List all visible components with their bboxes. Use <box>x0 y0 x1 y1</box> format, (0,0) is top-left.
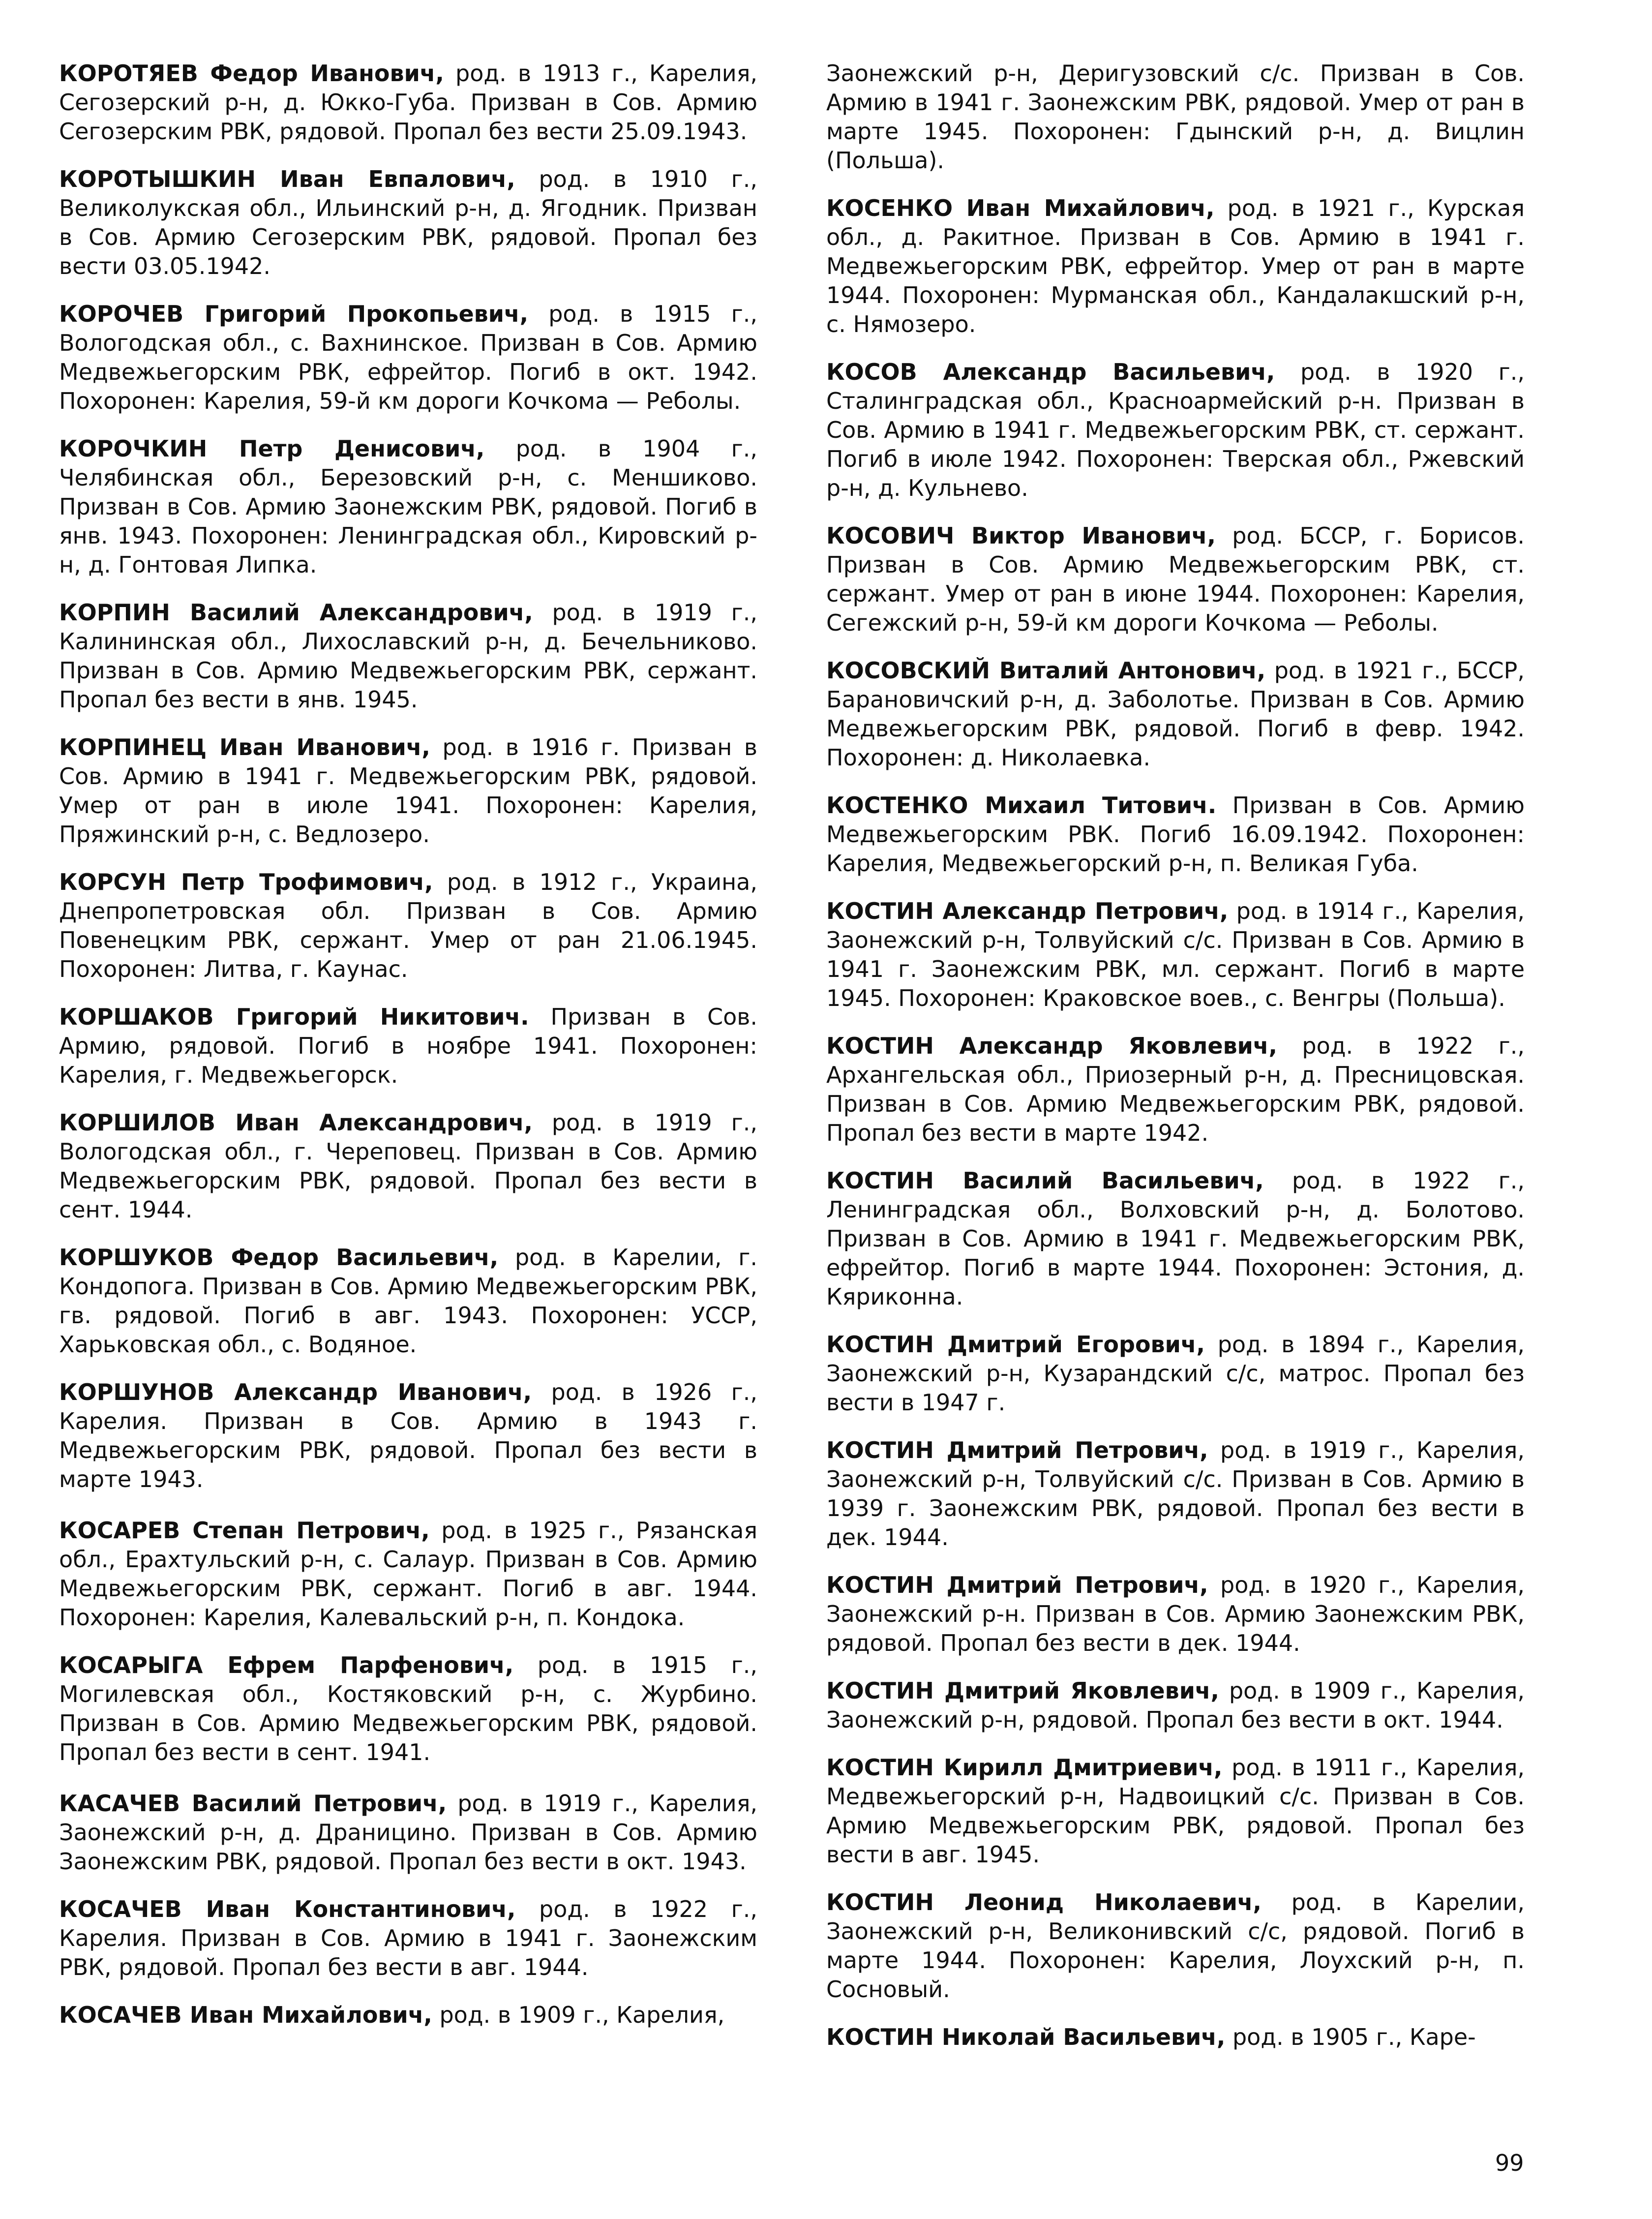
entry-text: род. в 1904 г., Челябинская обл., Березовский р-н, с. Меншиково. Призван в Сов. Армию Заонежским РВК, рядовой. Погиб в янв. 1943. Похоронен: Ленинградская обл., Кировский р-н, д. Гонтовая Липка. <box>59 435 757 578</box>
entry-name: КОРОЧЕВ Григорий Прокопьевич, <box>59 301 529 327</box>
entry-text: род. в 1894 г., Карелия, Заонежский р-н, Кузарандский с/с, матрос. Пропал без вести в 1947 г. <box>826 1331 1525 1416</box>
entry-name: КОСТИН Дмитрий Егорович, <box>826 1331 1205 1358</box>
list-item <box>826 194 1525 339</box>
entry-name: КОРШИЛОВ Иван Александрович, <box>59 1109 533 1136</box>
list-item <box>59 434 757 579</box>
entry-text: род. в 1919 г., Карелия, Заонежский р-н, Толвуйский с/с. Призван в Сов. Армию в 1939 г. Заонежским РВК, рядовой. Пропал без вести в дек. 1944. <box>826 1437 1525 1550</box>
list-item <box>826 1166 1525 1311</box>
list-item <box>826 1753 1525 1869</box>
entry-name: КОСТИН Александр Петрович, <box>826 898 1229 924</box>
list-item <box>826 521 1525 638</box>
entry-text: род. в 1926 г., Карелия. Призван в Сов. Армию в 1943 г. Медвежьегорским РВК, рядовой. Пропал без вести в марте 1943. <box>59 1379 757 1492</box>
entry-text: род. в 1905 г., Каре- <box>1232 2024 1476 2050</box>
entry-name: КОСТИН Дмитрий Петрович, <box>826 1437 1208 1463</box>
entry-text: род. в 1919 г., Карелия, Заонежский р-н, д. Драницино. Призван в Сов. Армию Заонежским РВК, рядовой. Пропал без вести в окт. 1943. <box>59 1790 757 1875</box>
entry-text: род. в Карелии, г. Кондопога. Призван в Сов. Армию Медвежьегорским РВК, гв. рядовой. Погиб в авг. 1943. Похоронен: УССР, Харьковская обл., с. Водяное. <box>59 1244 758 1358</box>
entry-text: род. в 1912 г., Украина, Днепропетровская обл. Призван в Сов. Армию Повенецким РВК, сержант. Умер от ран 21.06.1945. Похоронен: Литва, г. Каунас. <box>59 869 757 982</box>
entry-text: Заонежский р-н, Деригузовский с/с. Призван в Сов. Армию в 1941 г. Заонежским РВК, рядовой. Умер от ран в марте 1945. Похоронен: Гдынский р-н, д. Вицлин (Польша). <box>826 60 1525 174</box>
entry-name: КОСОВИЧ Виктор Иванович, <box>826 522 1216 549</box>
list-item <box>59 1895 757 1982</box>
list-item <box>826 2023 1525 2052</box>
list-item <box>826 1330 1525 1417</box>
entry-name: КОРШУНОВ Александр Иванович, <box>59 1379 532 1405</box>
entry-text: род. в 1920 г., Сталинградская обл., Красноармейский р-н. Призван в Сов. Армию в 1941 г. Медвежьегорским РВК, ст. сержант. Погиб в июле 1942. Похоронен: Тверская обл., Ржевский р-н, д. Кульнево. <box>826 359 1525 501</box>
list-item <box>59 1378 757 1494</box>
list-item <box>826 1436 1525 1552</box>
entry-name: КОРСУН Петр Трофимович, <box>59 869 433 895</box>
entry-name: КОРОТЯЕВ Федор Иванович, <box>59 60 444 87</box>
entry-text: род. в 1922 г., Карелия. Призван в Сов. Армию в 1941 г. Заонежским РВК, рядовой. Пропал без вести в авг. 1944. <box>59 1896 757 1980</box>
entry-name: КОСАРЫГА Ефрем Парфенович, <box>59 1652 514 1678</box>
entry-text: род. в 1919 г., Калининская обл., Лихославский р-н, д. Бечельниково. Призван в Сов. Армию Медвежьегорским РВК, сержант. Пропал без вести в янв. 1945. <box>59 599 757 713</box>
list-item <box>826 1571 1525 1658</box>
entry-name: КОРШУКОВ Федор Васильевич, <box>59 1244 499 1271</box>
left-column <box>59 59 757 2048</box>
entry-text: род. в 1916 г. Призван в Сов. Армию в 1941 г. Медвежьегорским РВК, рядовой. Умер от ран в июле 1941. Похоронен: Карелия, Пряжинский р-н, с. Ведлозеро. <box>59 734 757 848</box>
entry-text: род. в 1910 г., Великолукская обл., Ильинский р-н, д. Ягодник. Призван в Сов. Армию Сегозерским РВК, рядовой. Пропал без вести 03.05.1942. <box>59 166 757 279</box>
entry-name: КОСЕНКО Иван Михайлович, <box>826 195 1215 221</box>
entry-name: КОСТЕНКО Михаил Титович. <box>826 792 1217 819</box>
list-item <box>59 868 757 984</box>
entry-name: КОСТИН Александр Яковлевич, <box>826 1033 1277 1059</box>
entry-name: КОРПИНЕЦ Иван Иванович, <box>59 734 430 760</box>
entry-text: род. в 1919 г., Вологодская обл., г. Череповец. Призван в Сов. Армию Медвежьегорским РВК, рядовой. Пропал без вести в сент. 1944. <box>59 1109 757 1223</box>
entry-text: род. в 1914 г., Карелия, Заонежский р-н, Толвуйский с/с. Призван в Сов. Армию в 1941 г. Заонежским РВК, мл. сержант. Погиб в марте 1945. Похоронен: Краковское воев., с. Венгры (Польша). <box>826 898 1525 1011</box>
list-item <box>826 791 1525 878</box>
list-item <box>59 1651 757 1767</box>
entry-name: КОСАЧЕВ Иван Михайлович, <box>59 2002 432 2028</box>
entry-text: Призван в Сов. Армию Медвежьегорским РВК. Погиб 16.09.1942. Похоронен: Карелия, Медвежьегорский р-н, п. Великая Губа. <box>826 792 1525 877</box>
entry-text: род. в 1913 г., Карелия, Сегозерский р-н, д. Юкко-Губа. Призван в Сов. Армию Сегозерским РВК, рядовой. Пропал без вести 25.09.1943. <box>59 60 757 145</box>
entry-name: КОСАЧЕВ Иван Константинович, <box>59 1896 516 1922</box>
entry-name: КОСТИН Кирилл Дмитриевич, <box>826 1754 1223 1781</box>
entry-text: род. БССР, г. Борисов. Призван в Сов. Армию Медвежьегорским РВК, ст. сержант. Умер от ран в июне 1944. Похоронен: Карелия, Сегежский р-н, 59-й км дороги Кочкома — Реболы. <box>826 522 1525 636</box>
entry-text: род. в 1922 г., Архангельская обл., Приозерный р-н, д. Пресницовская. Призван в Сов. Армию Медвежьегорским РВК, рядовой. Пропал без вести в марте 1942. <box>826 1033 1525 1146</box>
right-column <box>826 59 1525 2070</box>
list-item <box>826 59 1525 175</box>
entry-name: КОРОЧКИН Петр Денисович, <box>59 435 485 462</box>
list-item <box>59 59 757 146</box>
page-number: 99 <box>1495 2150 1524 2176</box>
entry-text: род. в 1915 г., Вологодская обл., с. Вахнинское. Призван в Сов. Армию Медвежьегорским РВК, ефрейтор. Погиб в окт. 1942. Похоронен: Карелия, 59-й км дороги Кочкома — Реболы. <box>59 301 757 414</box>
list-item <box>826 897 1525 1013</box>
list-item <box>59 1789 757 1876</box>
entry-name: КОСОВСКИЙ Виталий Антонович, <box>826 657 1266 684</box>
entry-name: КОСАРЕВ Степан Петрович, <box>59 1517 430 1544</box>
entry-text: род. в 1920 г., Карелия, Заонежский р-н. Призван в Сов. Армию Заонежским РВК, рядовой. Пропал без вести в дек. 1944. <box>826 1572 1525 1656</box>
entry-text: род. в 1909 г., Карелия, Заонежский р-н, рядовой. Пропал без вести в окт. 1944. <box>826 1677 1525 1733</box>
list-item <box>826 656 1525 772</box>
entry-name: КОСТИН Николай Васильевич, <box>826 2024 1226 2050</box>
entry-text: род. в 1921 г., Курская обл., д. Ракитное. Призван в Сов. Армию в 1941 г. Медвежьегорским РВК, ефрейтор. Умер от ран в марте 1944. Похоронен: Мурманская обл., Кандалакшский р-н, с. Нямозеро. <box>826 195 1525 337</box>
entry-name: КОСОВ Александр Васильевич, <box>826 359 1275 385</box>
entry-name: КОРОТЫШКИН Иван Евпалович, <box>59 166 515 192</box>
entry-text: род. в Карелии, Заонежский р-н, Великонивский с/с, рядовой. Погиб в марте 1944. Похоронен: Карелия, Лоухский р-н, п. Сосновый. <box>826 1889 1525 2003</box>
list-item <box>59 1243 757 1359</box>
entry-text: род. в 1911 г., Карелия, Медвежьегорский р-н, Надвоицкий с/с. Призван в Сов. Армию Медвежьегорским РВК, рядовой. Пропал без вести в авг. 1945. <box>826 1754 1525 1868</box>
entry-name: КОСТИН Дмитрий Петрович, <box>826 1572 1208 1598</box>
entry-name: КОРПИН Василий Александрович, <box>59 599 533 626</box>
list-item <box>59 2001 757 2030</box>
entry-text: род. в 1925 г., Рязанская обл., Ерахтульский р-н, с. Салаур. Призван в Сов. Армию Медвежьегорским РВК, сержант. Погиб в авг. 1944. Похоронен: Карелия, Калевальский р-н, п. Кондока. <box>59 1517 757 1631</box>
entry-name: КОСТИН Леонид Николаевич, <box>826 1889 1262 1915</box>
entry-text: род. в 1915 г., Могилевская обл., Костяковский р-н, с. Журбино. Призван в Сов. Армию Медвежьегорским РВК, рядовой. Пропал без вести в сент. 1941. <box>59 1652 757 1765</box>
entry-name: КОСТИН Дмитрий Яковлевич, <box>826 1677 1219 1704</box>
list-item <box>59 733 757 849</box>
entry-name: КОРШАКОВ Григорий Никитович. <box>59 1003 529 1030</box>
list-item <box>826 1032 1525 1148</box>
list-item <box>59 1516 757 1632</box>
list-item <box>826 1888 1525 2004</box>
list-item <box>59 165 757 281</box>
entry-text: род. в 1922 г., Ленинградская обл., Волховский р-н, д. Болотово. Призван в Сов. Армию в 1941 г. Медвежьегорским РВК, ефрейтор. Погиб в марте 1944. Похоронен: Эстония, д. Кяриконна. <box>826 1167 1525 1310</box>
entry-text: род. в 1921 г., БССР, Барановичский р-н, д. Заболотье. Призван в Сов. Армию Медвежьегорским РВК, рядовой. Погиб в февр. 1942. Похоронен: д. Николаевка. <box>826 657 1525 771</box>
entry-name: КАСАЧЕВ Василий Петрович, <box>59 1790 447 1817</box>
list-item <box>59 1108 757 1224</box>
list-item <box>826 1676 1525 1734</box>
list-item <box>826 358 1525 503</box>
list-item <box>59 1003 757 1090</box>
list-item <box>59 598 757 714</box>
list-item <box>59 300 757 416</box>
entry-text: Призван в Сов. Армию, рядовой. Погиб в ноябре 1941. Похоронен: Карелия, г. Медвежьегорск. <box>59 1003 758 1088</box>
entry-text: род. в 1909 г., Карелия, <box>439 2002 725 2028</box>
entry-name: КОСТИН Василий Васильевич, <box>826 1167 1264 1194</box>
